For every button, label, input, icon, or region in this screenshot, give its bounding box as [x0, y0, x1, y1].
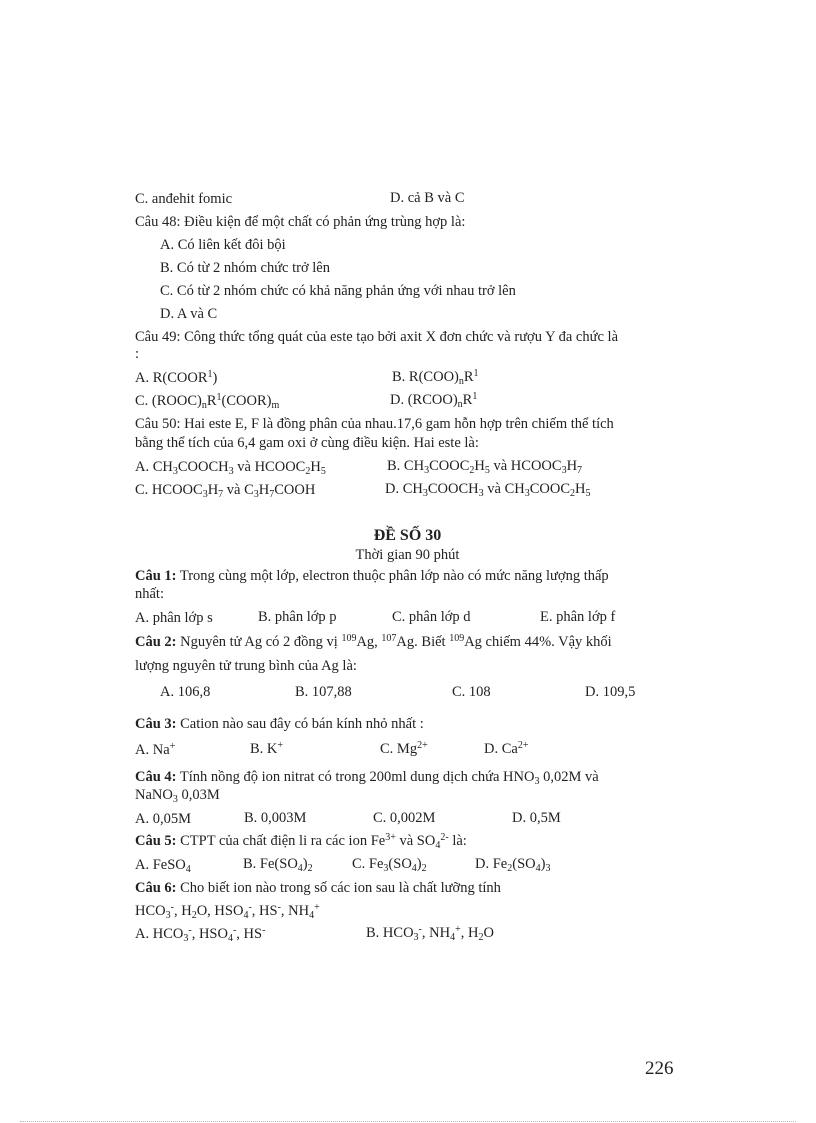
q48-option-b: B. Có từ 2 nhóm chức trở lên	[160, 260, 330, 276]
question-2-cont: lượng nguyên tử trung bình của Ag là:	[135, 658, 357, 674]
q2-option-c: C. 108	[452, 684, 491, 700]
q4-option-c: C. 0,002M	[373, 810, 436, 826]
question-1-cont: nhất:	[135, 586, 164, 602]
question-1: Câu 1: Trong cùng một lớp, electron thuộc phân lớp nào có mức năng lượng thấp	[135, 568, 609, 584]
q48-option-a: A. Có liên kết đôi bội	[160, 237, 286, 253]
q1-option-c: C. phân lớp d	[392, 609, 471, 625]
q3-option-a: A. Na+	[135, 741, 176, 758]
exam-title: ĐỀ SỐ 30	[373, 527, 442, 544]
q4-option-a: A. 0,05M	[135, 811, 191, 827]
q50-option-a: A. $CH_3COOCH_3$ và $HCOOC_2H_5$	[135, 459, 326, 477]
q2-option-b: B. 107,88	[295, 684, 352, 700]
q50-option-d: D. $CH_3COOCH_3$ và $CH_3COOC_2H_5$	[385, 481, 591, 499]
question-49-cont: :	[135, 346, 140, 362]
question-50-cont: bằng thể tích của 6,4 gam oxi ở cùng điều kiện. Hai este là:	[135, 435, 479, 451]
q4-option-b: B. 0,003M	[244, 810, 307, 826]
q1-option-b: B. phân lớp p	[258, 609, 337, 625]
q6-option-a: A. $HCO_3^-$, $HSO_4^-$, HS-	[135, 925, 266, 944]
question-49: Câu 49: Công thức tổng quát của este tạo bởi axit X đơn chức và rượu Y đa chức là	[135, 329, 619, 345]
question-48: Câu 48: Điều kiện để một chất có phản ứng trùng hợp là:	[135, 214, 466, 230]
question-4-cont: NaNO$_3$ 0,03M	[135, 787, 220, 805]
prev-option-d: D. cả B và C	[390, 190, 465, 206]
q5-option-c: C. $Fe_3(SO_4)_2$	[352, 856, 427, 874]
q3-option-c: C. $Mg^{2+}$	[380, 740, 428, 757]
q48-option-d: D. A và C	[160, 306, 218, 322]
q2-option-a: A. 106,8	[160, 684, 211, 700]
q5-option-d: D. $Fe_2(SO_4)_3$	[475, 856, 551, 874]
q6-option-b: B. $HCO_3^-$, $NH_4^+$, $H_2O$	[366, 924, 494, 943]
q3-option-d: D. $Ca^{2+}$	[484, 740, 529, 757]
question-6: Câu 6: Cho biết ion nào trong số các ion sau là chất lưỡng tính	[135, 880, 501, 896]
q1-option-e: E. phân lớp f	[540, 609, 616, 625]
q49-option-b: B. $R(COO)_nR^1$	[392, 368, 479, 387]
bottom-divider	[20, 1121, 796, 1122]
q3-option-b: B. K+	[250, 740, 284, 757]
q50-option-b: B. $CH_3COOC_2H_5$ và $HCOOC_3H_7$	[387, 458, 583, 476]
exam-time: Thời gian 90 phút	[355, 547, 460, 563]
prev-option-c: C. anđehit fomic	[135, 191, 233, 207]
page-number: 226	[645, 1058, 674, 1079]
q1-option-a: A. phân lớp s	[135, 610, 213, 626]
q48-option-c: C. Có từ 2 nhóm chức có khả năng phản ứng với nhau trở lên	[160, 283, 516, 299]
question-2: Câu 2: Nguyên tử Ag có 2 đồng vị $^{109}$Ag, $^{107}$Ag. Biết $^{109}$Ag chiếm 44%. Vậy khối	[135, 633, 612, 650]
q2-option-d: D. 109,5	[585, 684, 636, 700]
question-4: Câu 4: Tính nồng độ ion nitrat có trong 200ml dung dịch chứa $HNO_3$ 0,02M và	[135, 769, 599, 787]
q49-option-c: C. $(ROOC)_nR^1(COOR)_m$	[135, 392, 280, 411]
question-50: Câu 50: Hai este E, F là đồng phân của nhau.17,6 gam hỗn hợp trên chiếm thể tích	[135, 416, 614, 432]
q49-option-a: A. R(COOR$^1$)	[135, 369, 218, 386]
question-5: Câu 5: CTPT của chất điện li ra các ion $Fe^{3+}$ và $SO_4^{2-}$ là:	[135, 832, 467, 851]
q5-option-b: B. $Fe(SO_4)_2$	[243, 856, 313, 874]
question-6-ions: $HCO_3^-$, $H_2O$, $HSO_4^-$, HS-, $NH_4^+$	[135, 902, 320, 921]
q49-option-d: D. $(RCOO)_nR^1$	[390, 391, 478, 410]
q4-option-d: D. 0,5M	[512, 810, 561, 826]
question-3: Câu 3: Cation nào sau đây có bán kính nhỏ nhất :	[135, 716, 424, 732]
q5-options: A. FeSO$_4$	[135, 857, 191, 875]
q50-option-c: C. $HCOOC_3H_7$ và $C_3H_7COOH$	[135, 482, 316, 500]
